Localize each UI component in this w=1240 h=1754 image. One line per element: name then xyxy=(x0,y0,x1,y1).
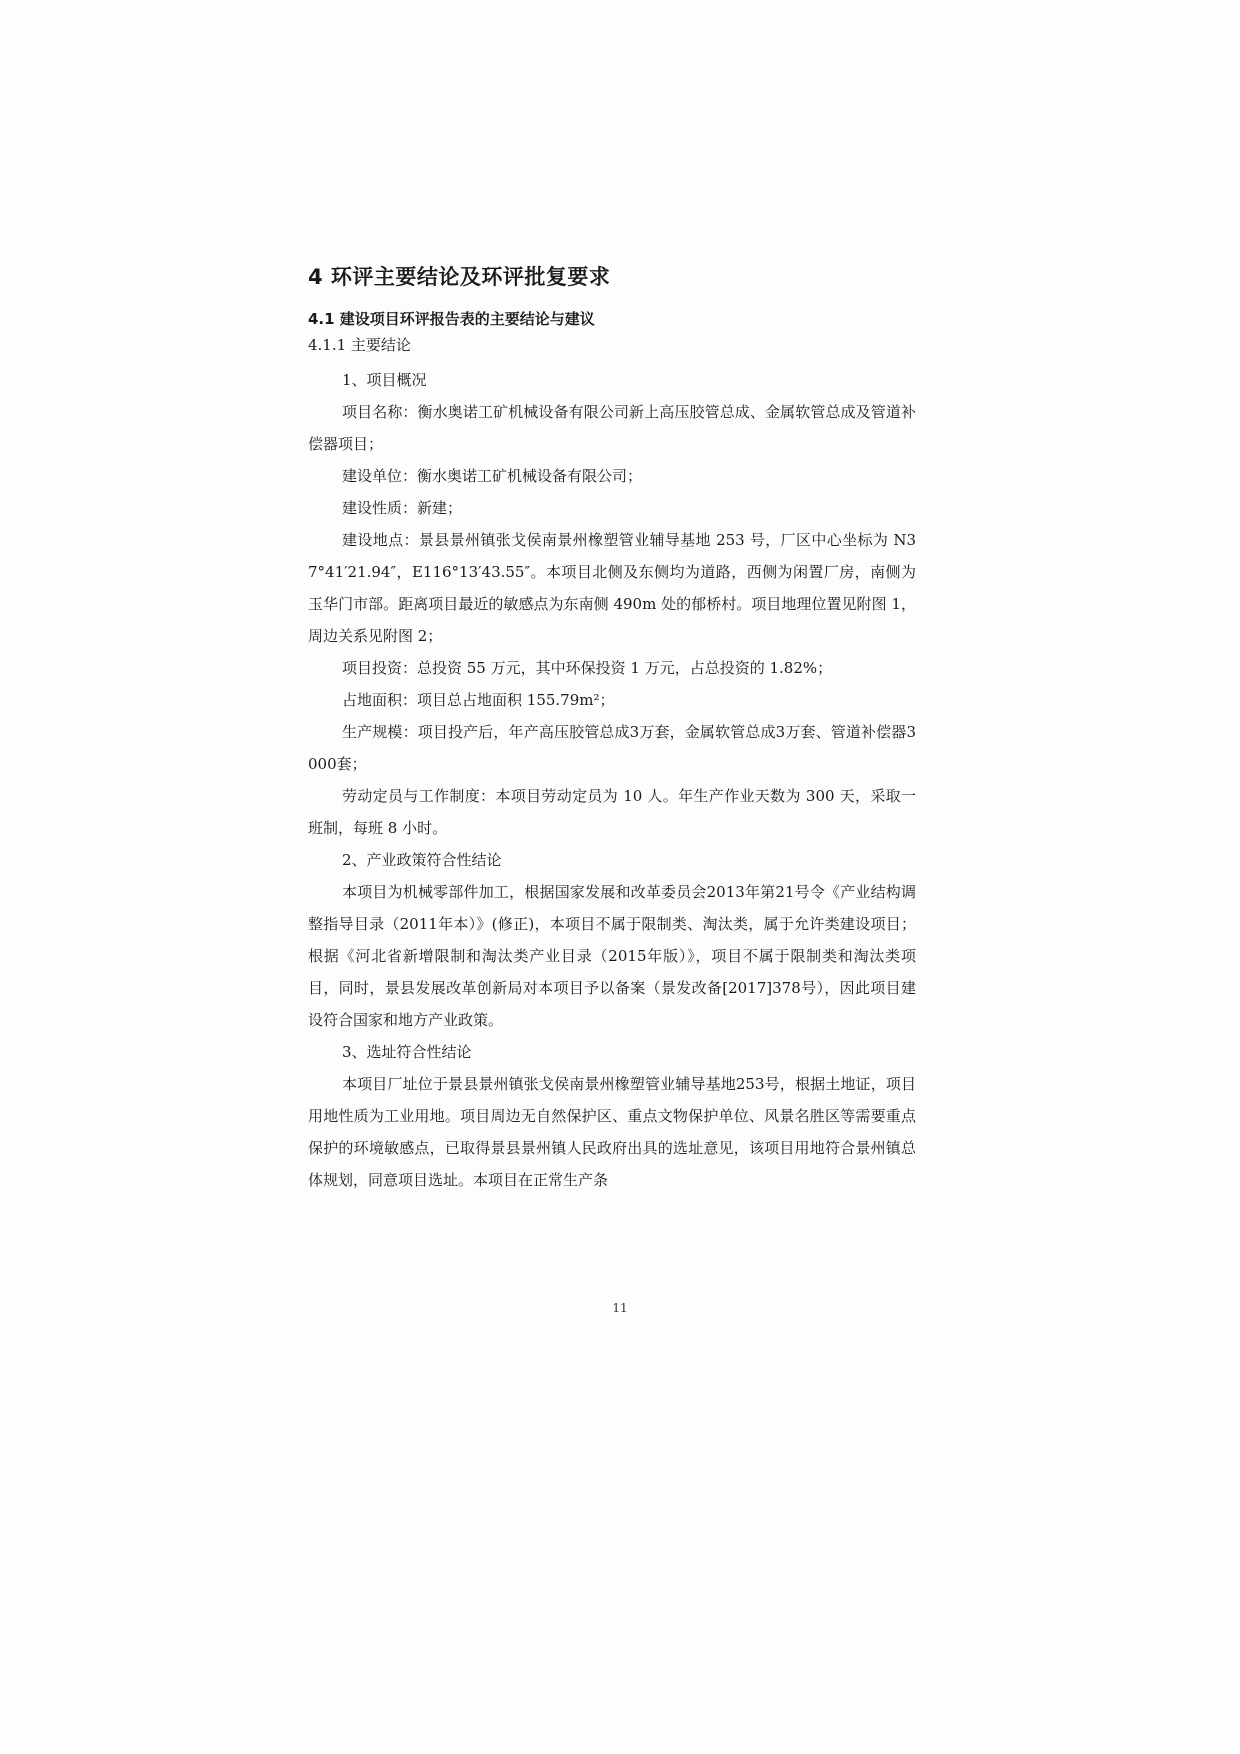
section-title: 3、选址符合性结论 xyxy=(342,1043,472,1061)
section-title: 1、项目概况 xyxy=(342,371,427,389)
paragraph: 占地面积：项目总占地面积 155.79m²； xyxy=(342,691,615,709)
page-content xyxy=(308,262,916,1196)
page-number: 11 xyxy=(612,1301,628,1315)
subsection-heading: 4.1.1 主要结论 xyxy=(308,336,411,354)
paragraph: 建设单位：衡水奥诺工矿机械设备有限公司； xyxy=(342,467,643,485)
paragraph: 本项目为机械零部件加工，根据国家发展和改革委员会2013年第21号令《产业结构调整指导目录（2011年本）》(修正)，本项目不属于限制类、淘汰类，属于允许类建设项目；根据《河北省新增限制和淘汰类产业目录（2015年版）》，项目不属于限制类和淘汰类项目，同时，景县发展改革创新局对本项目予以备案（景发改备[2017]378号），因此项目建设符合国家和地方产业政策。 xyxy=(308,883,916,1029)
section-heading: 4.1 建设项目环评报告表的主要结论与建议 xyxy=(308,310,595,328)
paragraph: 劳动定员与工作制度：本项目劳动定员为 10 人。年生产作业天数为 300 天，采取一班制，每班 8 小时。 xyxy=(308,787,916,837)
section-title: 2、产业政策符合性结论 xyxy=(342,851,502,869)
paragraph: 项目名称：衡水奥诺工矿机械设备有限公司新上高压胶管总成、金属软管总成及管道补偿器项目； xyxy=(308,403,916,453)
section-project-overview xyxy=(308,364,916,844)
section-site-selection xyxy=(308,1036,916,1196)
section-industrial-policy xyxy=(308,844,916,1036)
paragraph: 本项目厂址位于景县景州镇张戈侯南景州橡塑管业辅导基地253号，根据土地证，项目用地性质为工业用地。项目周边无自然保护区、重点文物保护单位、风景名胜区等需要重点保护的环境敏感点，已取得景县景州镇人民政府出具的选址意见，该项目用地符合景州镇总体规划，同意项目选址。本项目在正常生产条 xyxy=(308,1075,916,1189)
paragraph: 建设性质：新建； xyxy=(342,499,463,517)
chapter-heading: 4 环评主要结论及环评批复要求 xyxy=(308,265,611,289)
paragraph: 生产规模：项目投产后，年产高压胶管总成3万套，金属软管总成3万套、管道补偿器3000套； xyxy=(308,723,916,773)
paragraph: 项目投资：总投资 55 万元，其中环保投资 1 万元，占总投资的 1.82%； xyxy=(342,659,833,677)
paragraph: 建设地点：景县景州镇张戈侯南景州橡塑管业辅导基地 253 号，厂区中心坐标为 N37°41′21.94″，E116°13′43.55″。本项目北侧及东侧均为道路，西侧为闲置厂房，南侧为玉华门市部。距离项目最近的敏感点为东南侧 490m 处的郁桥村。项目地理位置见附图 1，周边关系见附图 2； xyxy=(308,531,916,645)
